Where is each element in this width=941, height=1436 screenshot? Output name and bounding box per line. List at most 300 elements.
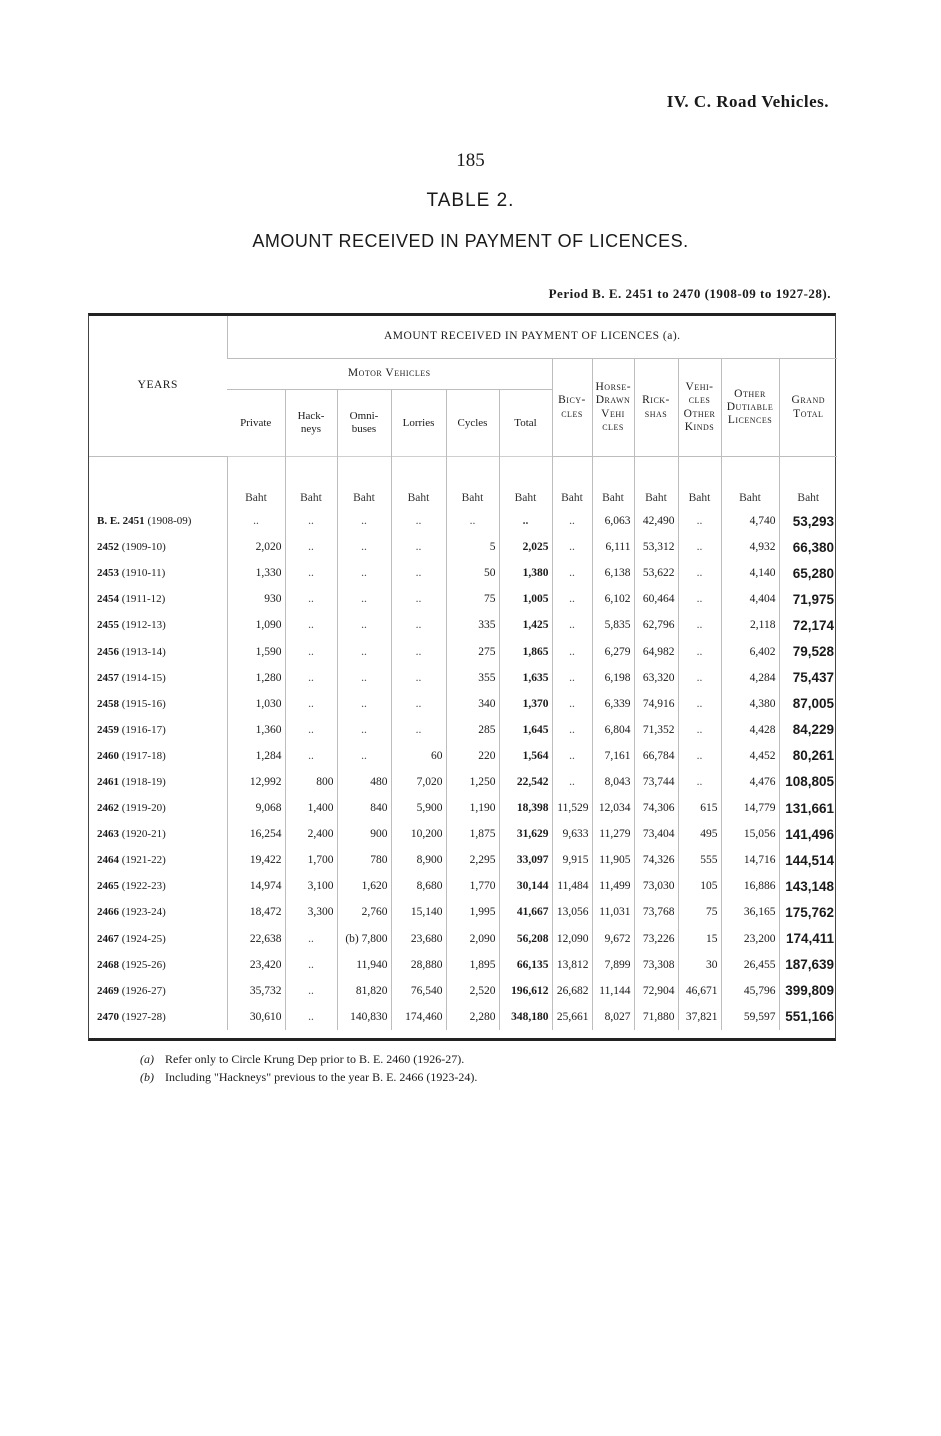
cell-grand-total: 66,380	[779, 534, 837, 560]
unit-label: Baht	[592, 457, 634, 509]
cell-other-licences: 4,476	[721, 769, 779, 795]
year-be: 2457	[97, 671, 119, 684]
cell-omnibuses: 140,830	[337, 1004, 391, 1030]
cell-hackneys: 1,700	[285, 847, 337, 873]
cell-lorries: 23,680	[391, 926, 446, 952]
year-be: 2465	[97, 880, 119, 893]
year-cell	[89, 508, 227, 534]
cell-horse-drawn: 12,034	[592, 795, 634, 821]
cell-grand-total: 87,005	[779, 691, 837, 717]
cell-other-licences: 2,118	[721, 612, 779, 638]
cell-grand-total: 175,762	[779, 899, 837, 925]
cell-omnibuses: ..	[337, 508, 391, 534]
table-row	[89, 508, 837, 534]
cell-lorries: 60	[391, 743, 446, 769]
unit-label: Baht	[779, 457, 837, 509]
cell-grand-total: 71,975	[779, 586, 837, 612]
year-cell	[89, 586, 227, 612]
cell-other-licences: 4,428	[721, 717, 779, 743]
licence-table	[89, 316, 837, 1030]
cell-grand-total: 65,280	[779, 560, 837, 586]
cell-private: 23,420	[227, 952, 285, 978]
table-row	[89, 1004, 837, 1030]
cell-hackneys: 3,300	[285, 899, 337, 925]
cell-lorries: ..	[391, 638, 446, 664]
cell-omnibuses: ..	[337, 560, 391, 586]
year-cell	[89, 560, 227, 586]
cell-total: 41,667	[499, 899, 552, 925]
cell-private: 2,020	[227, 534, 285, 560]
cell-other-licences: 4,452	[721, 743, 779, 769]
cell-horse-drawn: 6,138	[592, 560, 634, 586]
footnotes	[140, 1050, 477, 1086]
cell-cycles: 220	[446, 743, 499, 769]
cell-horse-drawn: 5,835	[592, 612, 634, 638]
year-ad: (1913-14)	[121, 645, 166, 658]
table-row	[89, 847, 837, 873]
table-row	[89, 952, 837, 978]
cell-bicycles: 11,529	[552, 795, 592, 821]
table-row	[89, 638, 837, 664]
cell-omnibuses: 1,620	[337, 873, 391, 899]
cell-omnibuses: 81,820	[337, 978, 391, 1004]
cell-horse-drawn: 11,144	[592, 978, 634, 1004]
year-cell	[89, 743, 227, 769]
cell-other-kinds: 46,671	[678, 978, 721, 1004]
cell-grand-total: 53,293	[779, 508, 837, 534]
cell-other-kinds: ..	[678, 665, 721, 691]
years-header: YEARS	[89, 316, 227, 457]
unit-label: Baht	[227, 457, 285, 509]
cell-grand-total: 80,261	[779, 743, 837, 769]
cell-other-licences: 45,796	[721, 978, 779, 1004]
year-cell	[89, 847, 227, 873]
cell-cycles: 1,250	[446, 769, 499, 795]
cell-rickshas: 73,768	[634, 899, 678, 925]
year-cell	[89, 952, 227, 978]
cell-hackneys: ..	[285, 717, 337, 743]
cell-cycles: 340	[446, 691, 499, 717]
cell-other-kinds: 615	[678, 795, 721, 821]
cell-other-licences: 4,932	[721, 534, 779, 560]
cell-other-licences: 4,404	[721, 586, 779, 612]
cell-horse-drawn: 7,899	[592, 952, 634, 978]
year-ad: (1917-18)	[121, 749, 166, 762]
cell-other-kinds: 30	[678, 952, 721, 978]
cell-hackneys: ..	[285, 952, 337, 978]
cell-lorries: 15,140	[391, 899, 446, 925]
cell-private: 12,992	[227, 769, 285, 795]
cell-lorries: 10,200	[391, 821, 446, 847]
cell-hackneys: ..	[285, 978, 337, 1004]
cell-hackneys: ..	[285, 586, 337, 612]
cell-private: ..	[227, 508, 285, 534]
table-row	[89, 665, 837, 691]
table-row	[89, 612, 837, 638]
cell-grand-total: 187,639	[779, 952, 837, 978]
cell-hackneys: ..	[285, 926, 337, 952]
cell-other-kinds: ..	[678, 769, 721, 795]
cell-rickshas: 73,404	[634, 821, 678, 847]
cell-other-kinds: ..	[678, 612, 721, 638]
cell-lorries: 7,020	[391, 769, 446, 795]
cell-other-kinds: 15	[678, 926, 721, 952]
cell-omnibuses: 780	[337, 847, 391, 873]
cell-grand-total: 131,661	[779, 795, 837, 821]
cell-other-licences: 15,056	[721, 821, 779, 847]
year-ad: (1911-12)	[121, 593, 166, 606]
cell-rickshas: 71,880	[634, 1004, 678, 1030]
cell-rickshas: 73,744	[634, 769, 678, 795]
year-ad: (1915-16)	[121, 697, 166, 710]
year-ad: (1922-23)	[121, 880, 166, 893]
year-ad: (1927-28)	[121, 1010, 166, 1023]
table-body	[89, 457, 837, 1030]
cell-private: 1,360	[227, 717, 285, 743]
cell-bicycles: 13,812	[552, 952, 592, 978]
cell-private: 30,610	[227, 1004, 285, 1030]
cell-rickshas: 73,226	[634, 926, 678, 952]
cell-rickshas: 60,464	[634, 586, 678, 612]
year-cell	[89, 899, 227, 925]
cell-lorries: 28,880	[391, 952, 446, 978]
cell-horse-drawn: 6,102	[592, 586, 634, 612]
col-private: Private	[240, 416, 272, 429]
cell-total: 1,370	[499, 691, 552, 717]
cell-total: 66,135	[499, 952, 552, 978]
year-ad: (1921-22)	[121, 854, 166, 867]
table-row	[89, 899, 837, 925]
cell-omnibuses: ..	[337, 638, 391, 664]
cell-total: 1,865	[499, 638, 552, 664]
cell-total: 18,398	[499, 795, 552, 821]
year-ad: (1918-19)	[121, 775, 166, 788]
cell-grand-total: 108,805	[779, 769, 837, 795]
cell-bicycles: ..	[552, 743, 592, 769]
cell-cycles: 1,895	[446, 952, 499, 978]
year-ad: (1919-20)	[121, 802, 166, 815]
cell-bicycles: 26,682	[552, 978, 592, 1004]
year-ad: (1923-24)	[121, 906, 166, 919]
cell-lorries: 8,900	[391, 847, 446, 873]
cell-other-kinds: 75	[678, 899, 721, 925]
cell-total: 348,180	[499, 1004, 552, 1030]
motor-vehicles-header: Motor Vehicles	[227, 359, 552, 390]
table-row	[89, 717, 837, 743]
cell-total: 30,144	[499, 873, 552, 899]
cell-cycles: 1,875	[446, 821, 499, 847]
year-cell	[89, 638, 227, 664]
table-row	[89, 795, 837, 821]
year-ad: (1925-26)	[121, 958, 166, 971]
cell-lorries: ..	[391, 534, 446, 560]
cell-other-licences: 4,140	[721, 560, 779, 586]
cell-other-licences: 14,716	[721, 847, 779, 873]
cell-other-licences: 4,284	[721, 665, 779, 691]
table-row	[89, 560, 837, 586]
cell-rickshas: 72,904	[634, 978, 678, 1004]
page-number: 185	[456, 150, 485, 171]
cell-horse-drawn: 6,279	[592, 638, 634, 664]
cell-private: 22,638	[227, 926, 285, 952]
cell-cycles: 275	[446, 638, 499, 664]
year-be: 2456	[97, 645, 119, 658]
cell-hackneys: ..	[285, 560, 337, 586]
year-cell	[89, 534, 227, 560]
cell-other-kinds: 105	[678, 873, 721, 899]
cell-bicycles: 11,484	[552, 873, 592, 899]
cell-other-kinds: 555	[678, 847, 721, 873]
col-other-licences: Other Dutiable Licences	[721, 359, 779, 457]
cell-private: 930	[227, 586, 285, 612]
cell-private: 1,090	[227, 612, 285, 638]
cell-bicycles: 9,633	[552, 821, 592, 847]
footnote-b	[140, 1068, 477, 1086]
year-be: 2454	[97, 593, 119, 606]
cell-bicycles: 13,056	[552, 899, 592, 925]
cell-omnibuses: ..	[337, 691, 391, 717]
cell-total: 22,542	[499, 769, 552, 795]
cell-rickshas: 74,306	[634, 795, 678, 821]
cell-other-kinds: 495	[678, 821, 721, 847]
table-row	[89, 873, 837, 899]
cell-horse-drawn: 7,161	[592, 743, 634, 769]
table-row	[89, 534, 837, 560]
year-cell	[89, 691, 227, 717]
cell-bicycles: ..	[552, 769, 592, 795]
cell-other-licences: 59,597	[721, 1004, 779, 1030]
cell-private: 1,330	[227, 560, 285, 586]
col-lorries: Lorries	[391, 390, 446, 457]
cell-total: 1,635	[499, 665, 552, 691]
cell-other-kinds: ..	[678, 560, 721, 586]
cell-cycles: 2,280	[446, 1004, 499, 1030]
cell-other-licences: 26,455	[721, 952, 779, 978]
year-ad: (1910-11)	[121, 567, 166, 580]
cell-private: 1,284	[227, 743, 285, 769]
cell-bicycles: 9,915	[552, 847, 592, 873]
year-cell	[89, 795, 227, 821]
cell-horse-drawn: 8,043	[592, 769, 634, 795]
cell-omnibuses: ..	[337, 612, 391, 638]
cell-bicycles: ..	[552, 560, 592, 586]
year-be: 2460	[97, 749, 119, 762]
cell-other-kinds: ..	[678, 534, 721, 560]
col-hackneys: Hack-neys	[285, 390, 337, 457]
cell-grand-total: 141,496	[779, 821, 837, 847]
cell-cycles: 2,295	[446, 847, 499, 873]
cell-cycles: 1,995	[446, 899, 499, 925]
cell-cycles: 1,770	[446, 873, 499, 899]
year-be: B. E. 2451	[97, 515, 145, 528]
cell-bicycles: ..	[552, 534, 592, 560]
year-cell	[89, 665, 227, 691]
cell-grand-total: 84,229	[779, 717, 837, 743]
cell-private: 18,472	[227, 899, 285, 925]
footnote-mark: (a)	[140, 1052, 154, 1066]
year-ad: (1909-10)	[121, 541, 166, 554]
year-be: 2466	[97, 906, 119, 919]
cell-rickshas: 73,030	[634, 873, 678, 899]
unit-label: Baht	[337, 457, 391, 509]
cell-private: 14,974	[227, 873, 285, 899]
cell-omnibuses: (b) 7,800	[337, 926, 391, 952]
cell-total: 33,097	[499, 847, 552, 873]
year-be: 2468	[97, 958, 119, 971]
cell-other-kinds: ..	[678, 691, 721, 717]
cell-omnibuses: 900	[337, 821, 391, 847]
cell-bicycles: ..	[552, 612, 592, 638]
cell-cycles: 5	[446, 534, 499, 560]
year-cell	[89, 612, 227, 638]
cell-bicycles: ..	[552, 717, 592, 743]
cell-cycles: 75	[446, 586, 499, 612]
cell-rickshas: 62,796	[634, 612, 678, 638]
cell-grand-total: 72,174	[779, 612, 837, 638]
cell-lorries: ..	[391, 612, 446, 638]
table-title: TABLE 2.	[426, 190, 515, 211]
year-be: 2469	[97, 984, 119, 997]
col-omnibuses: Omni-buses	[337, 390, 391, 457]
cell-rickshas: 74,916	[634, 691, 678, 717]
cell-omnibuses: 480	[337, 769, 391, 795]
table-row	[89, 691, 837, 717]
year-ad: (1920-21)	[121, 828, 166, 841]
cell-rickshas: 63,320	[634, 665, 678, 691]
cell-bicycles: ..	[552, 665, 592, 691]
cell-private: 1,030	[227, 691, 285, 717]
cell-hackneys: ..	[285, 1004, 337, 1030]
cell-grand-total: 144,514	[779, 847, 837, 873]
cell-other-kinds: ..	[678, 743, 721, 769]
cell-grand-total: 174,411	[779, 926, 837, 952]
unit-label: Baht	[391, 457, 446, 509]
cell-total: 1,380	[499, 560, 552, 586]
year-be: 2455	[97, 619, 119, 632]
cell-rickshas: 42,490	[634, 508, 678, 534]
col-rickshas: Rick-shas	[634, 359, 678, 457]
footnote-a	[140, 1050, 477, 1068]
col-cycles: Cycles	[446, 390, 499, 457]
cell-hackneys: 3,100	[285, 873, 337, 899]
year-be: 2459	[97, 723, 119, 736]
cell-other-kinds: ..	[678, 717, 721, 743]
cell-grand-total: 143,148	[779, 873, 837, 899]
super-header: AMOUNT RECEIVED IN PAYMENT OF LICENCES (a).	[227, 316, 837, 359]
cell-hackneys: 2,400	[285, 821, 337, 847]
year-cell	[89, 717, 227, 743]
cell-other-kinds: ..	[678, 638, 721, 664]
cell-omnibuses: 11,940	[337, 952, 391, 978]
cell-total: 1,425	[499, 612, 552, 638]
year-be: 2461	[97, 775, 119, 788]
cell-bicycles: ..	[552, 638, 592, 664]
year-ad: (1916-17)	[121, 723, 166, 736]
cell-other-kinds: ..	[678, 586, 721, 612]
cell-lorries: 174,460	[391, 1004, 446, 1030]
table-row	[89, 743, 837, 769]
cell-grand-total: 551,166	[779, 1004, 837, 1030]
cell-grand-total: 399,809	[779, 978, 837, 1004]
cell-total: 1,645	[499, 717, 552, 743]
cell-cycles: 50	[446, 560, 499, 586]
cell-grand-total: 75,437	[779, 665, 837, 691]
cell-rickshas: 74,326	[634, 847, 678, 873]
cell-hackneys: ..	[285, 638, 337, 664]
cell-horse-drawn: 6,111	[592, 534, 634, 560]
cell-other-licences: 36,165	[721, 899, 779, 925]
cell-total: ..	[499, 508, 552, 534]
cell-total: 1,005	[499, 586, 552, 612]
cell-hackneys: 1,400	[285, 795, 337, 821]
year-cell	[89, 926, 227, 952]
unit-label: Baht	[721, 457, 779, 509]
unit-label: Baht	[285, 457, 337, 509]
cell-hackneys: ..	[285, 508, 337, 534]
year-be: 2453	[97, 567, 119, 580]
licence-table-frame	[88, 313, 836, 1041]
cell-hackneys: ..	[285, 743, 337, 769]
table-row	[89, 586, 837, 612]
cell-other-licences: 6,402	[721, 638, 779, 664]
table-row	[89, 978, 837, 1004]
unit-label: Baht	[446, 457, 499, 509]
cell-omnibuses: ..	[337, 534, 391, 560]
cell-other-licences: 23,200	[721, 926, 779, 952]
col-grand-total: Grand Total	[779, 359, 837, 457]
year-ad: (1912-13)	[121, 619, 166, 632]
year-be: 2470	[97, 1010, 119, 1023]
cell-private: 1,280	[227, 665, 285, 691]
cell-omnibuses: ..	[337, 665, 391, 691]
cell-rickshas: 53,622	[634, 560, 678, 586]
cell-other-kinds: ..	[678, 508, 721, 534]
unit-label: Baht	[678, 457, 721, 509]
cell-other-licences: 14,779	[721, 795, 779, 821]
cell-horse-drawn: 6,804	[592, 717, 634, 743]
cell-other-kinds: 37,821	[678, 1004, 721, 1030]
year-cell	[89, 769, 227, 795]
cell-total: 1,564	[499, 743, 552, 769]
col-horse-drawn: Horse-Drawn Vehi cles	[592, 359, 634, 457]
cell-lorries: ..	[391, 665, 446, 691]
year-cell	[89, 978, 227, 1004]
year-be: 2463	[97, 828, 119, 841]
col-total: Total	[499, 390, 552, 457]
table-row	[89, 821, 837, 847]
cell-horse-drawn: 11,279	[592, 821, 634, 847]
unit-label: Baht	[634, 457, 678, 509]
unit-label: Baht	[552, 457, 592, 509]
year-be: 2464	[97, 854, 119, 867]
cell-lorries: 8,680	[391, 873, 446, 899]
cell-other-licences: 16,886	[721, 873, 779, 899]
unit-label: Baht	[499, 457, 552, 509]
cell-total: 196,612	[499, 978, 552, 1004]
section-heading: IV. C. Road Vehicles.	[666, 92, 829, 111]
year-ad: (1924-25)	[121, 932, 166, 945]
cell-horse-drawn: 8,027	[592, 1004, 634, 1030]
cell-hackneys: ..	[285, 612, 337, 638]
cell-horse-drawn: 11,499	[592, 873, 634, 899]
cell-private: 1,590	[227, 638, 285, 664]
cell-rickshas: 66,784	[634, 743, 678, 769]
cell-horse-drawn: 6,063	[592, 508, 634, 534]
cell-private: 16,254	[227, 821, 285, 847]
cell-cycles: 355	[446, 665, 499, 691]
cell-lorries: 76,540	[391, 978, 446, 1004]
cell-omnibuses: ..	[337, 586, 391, 612]
